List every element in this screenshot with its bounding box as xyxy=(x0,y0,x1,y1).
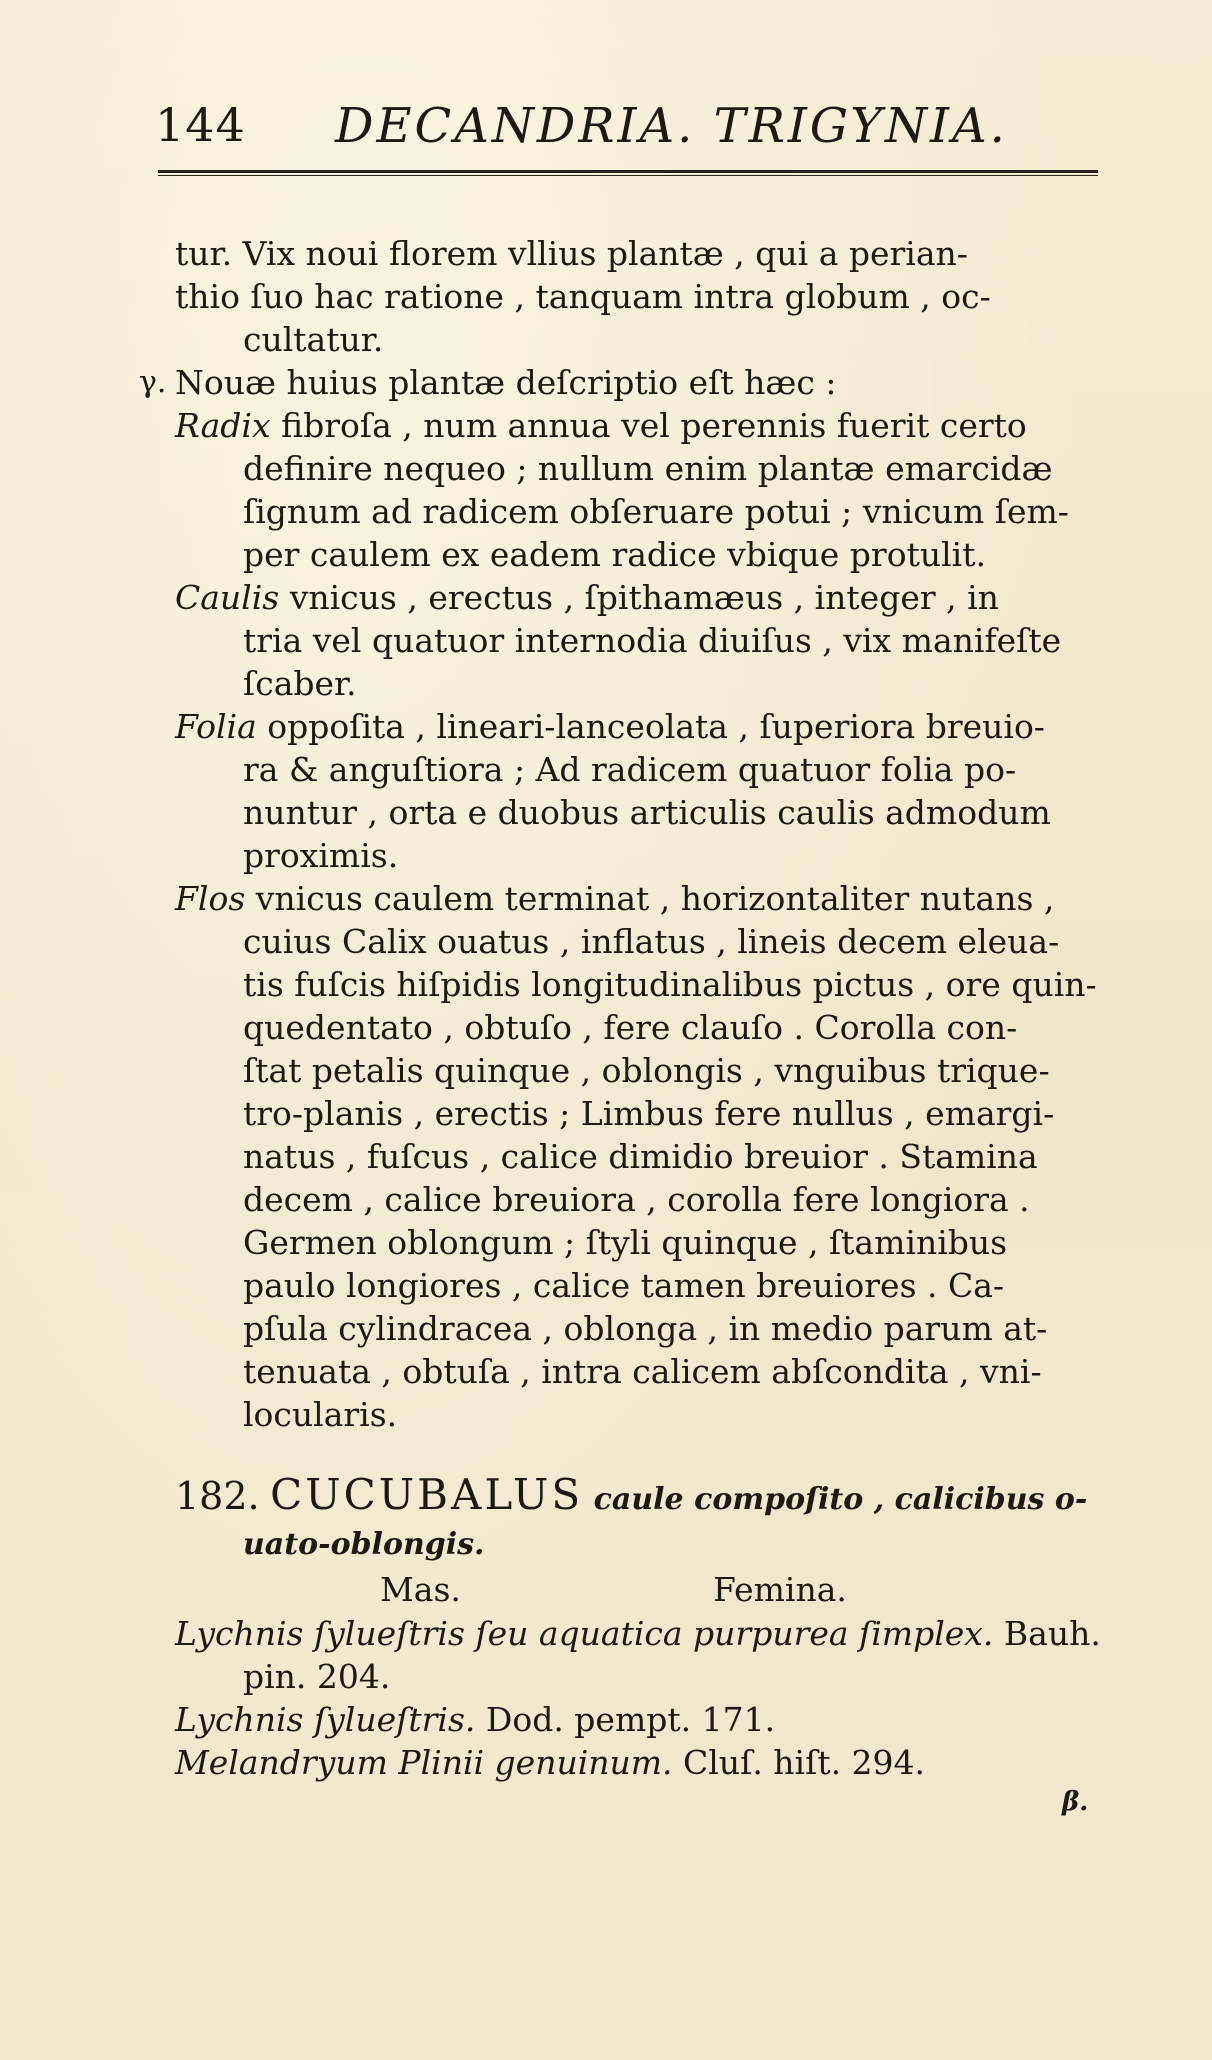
text-line: decem , calice breuiora , corolla fere longiora . xyxy=(243,1180,1030,1219)
synonym-name: Melandryum Plinii genuinum. xyxy=(175,1743,673,1782)
radix-term: Radix xyxy=(175,406,271,445)
header-rule xyxy=(158,170,1098,173)
synonym-ref: pin. 204. xyxy=(243,1657,391,1696)
radix-line xyxy=(175,404,1100,447)
species-diagnosis-2: uato-oblongis. xyxy=(243,1527,485,1562)
text-line: quedentato , obtuſo , fere clauſo . Corolla con- xyxy=(243,1008,1018,1047)
text-line: oppoſita , lineari-lanceolata , ſuperiora breuio- xyxy=(267,707,1045,746)
caulis-term: Caulis xyxy=(175,578,280,617)
synonym-name: Lychnis ſylueſtris ſeu aquatica purpurea ſimplex. xyxy=(175,1614,994,1653)
intro-line xyxy=(139,361,1100,404)
flos-term: Flos xyxy=(175,879,246,918)
mas-label: Mas. xyxy=(380,1570,461,1609)
species-number: 182. xyxy=(175,1474,260,1518)
synonym-ref: Dod. pempt. 171. xyxy=(485,1700,776,1739)
running-head: DECANDRIA. TRIGYNIA. xyxy=(335,98,1008,154)
text-line: per caulem ex eadem radice vbique protulit. xyxy=(243,535,986,574)
text-line: vnicus , erectus , ſpithamæus , integer , in xyxy=(289,578,999,617)
text-line: paulo longiores , calice tamen breuiores . Ca- xyxy=(243,1266,1005,1305)
text-line: nuntur , orta e duobus articulis caulis admodum xyxy=(243,793,1051,832)
synonym-line xyxy=(175,1698,1100,1741)
text-line: ra & anguſtiora ; Ad radicem quatuor folia po- xyxy=(243,750,1017,789)
header-rule-thin xyxy=(158,175,1098,176)
caulis-line xyxy=(175,576,1100,619)
femina-label: Femina. xyxy=(713,1570,847,1609)
species-diagnosis: caule compoſito , calicibus o- xyxy=(593,1482,1088,1517)
text-line: vnicus caulem terminat , horizontaliter nutans , xyxy=(255,879,1055,918)
text-line: natus , fuſcus , calice dimidio breuior . Stamina xyxy=(243,1137,1038,1176)
synonym-ref: Bauh. xyxy=(1003,1614,1101,1653)
text-line: pſula cylindracea , oblonga , in medio parum at- xyxy=(243,1309,1048,1348)
synonym-line xyxy=(175,1655,1100,1698)
description-text xyxy=(139,232,1100,1436)
synonym-name: Lychnis ſylueſtris. xyxy=(175,1700,476,1739)
species-entry xyxy=(175,1470,1101,1784)
text-line: definire nequeo ; nullum enim plantæ emarcidæ xyxy=(243,449,1053,488)
intro-text: Nouæ huius plantæ deſcriptio eſt hæc : xyxy=(175,363,837,402)
text-line: proximis. xyxy=(243,836,399,875)
flos-line xyxy=(175,877,1100,920)
genus-name: CUCUBALUS xyxy=(270,1470,584,1519)
folia-line xyxy=(175,705,1100,748)
folia-term: Folia xyxy=(175,707,257,746)
sex-labels xyxy=(175,1568,1100,1612)
text-line: tro-planis , erectis ; Limbus fere nullus , emargi- xyxy=(243,1094,1055,1133)
text-line: Germen oblongum ; ſtyli quinque , ſtaminibus xyxy=(243,1223,1008,1262)
species-heading xyxy=(175,1470,1100,1521)
paragraph-marker: γ. xyxy=(139,365,167,400)
text-line: tenuata , obtuſa , intra calicem abſcondita , vni- xyxy=(243,1352,1042,1391)
text-line: cultatur. xyxy=(243,320,384,359)
text-line: ſtat petalis quinque , oblongis , vnguibus trique- xyxy=(243,1051,1050,1090)
text-line: fibroſa , num annua vel perennis fuerit certo xyxy=(281,406,1027,445)
text-line: ſignum ad radicem obſeruare potui ; vnicum ſem- xyxy=(243,492,1069,531)
text-line: tria vel quatuor internodia diuiſus , vix manifeſte xyxy=(243,621,1062,660)
page-header xyxy=(155,98,1100,168)
synonym-line xyxy=(175,1741,1100,1784)
text-line: thio ſuo hac ratione , tanquam intra globum , oc- xyxy=(175,277,991,316)
synonym-ref: Cluſ. hiſt. 294. xyxy=(683,1743,926,1782)
text-line: tur. Vix noui florem vllius plantæ , qui a perian- xyxy=(175,234,968,273)
diagnosis-continued xyxy=(175,1521,1100,1564)
text-line: cuius Calix ouatus , inflatus , lineis decem eleua- xyxy=(243,922,1060,961)
synonym-line xyxy=(175,1612,1100,1655)
text-line: ſcaber. xyxy=(243,664,357,703)
text-line: locularis. xyxy=(243,1395,398,1434)
catchword: β. xyxy=(1062,1787,1089,1817)
page-number: 144 xyxy=(155,98,246,152)
text-line: tis fuſcis hiſpidis longitudinalibus pictus , ore quin- xyxy=(243,965,1097,1004)
